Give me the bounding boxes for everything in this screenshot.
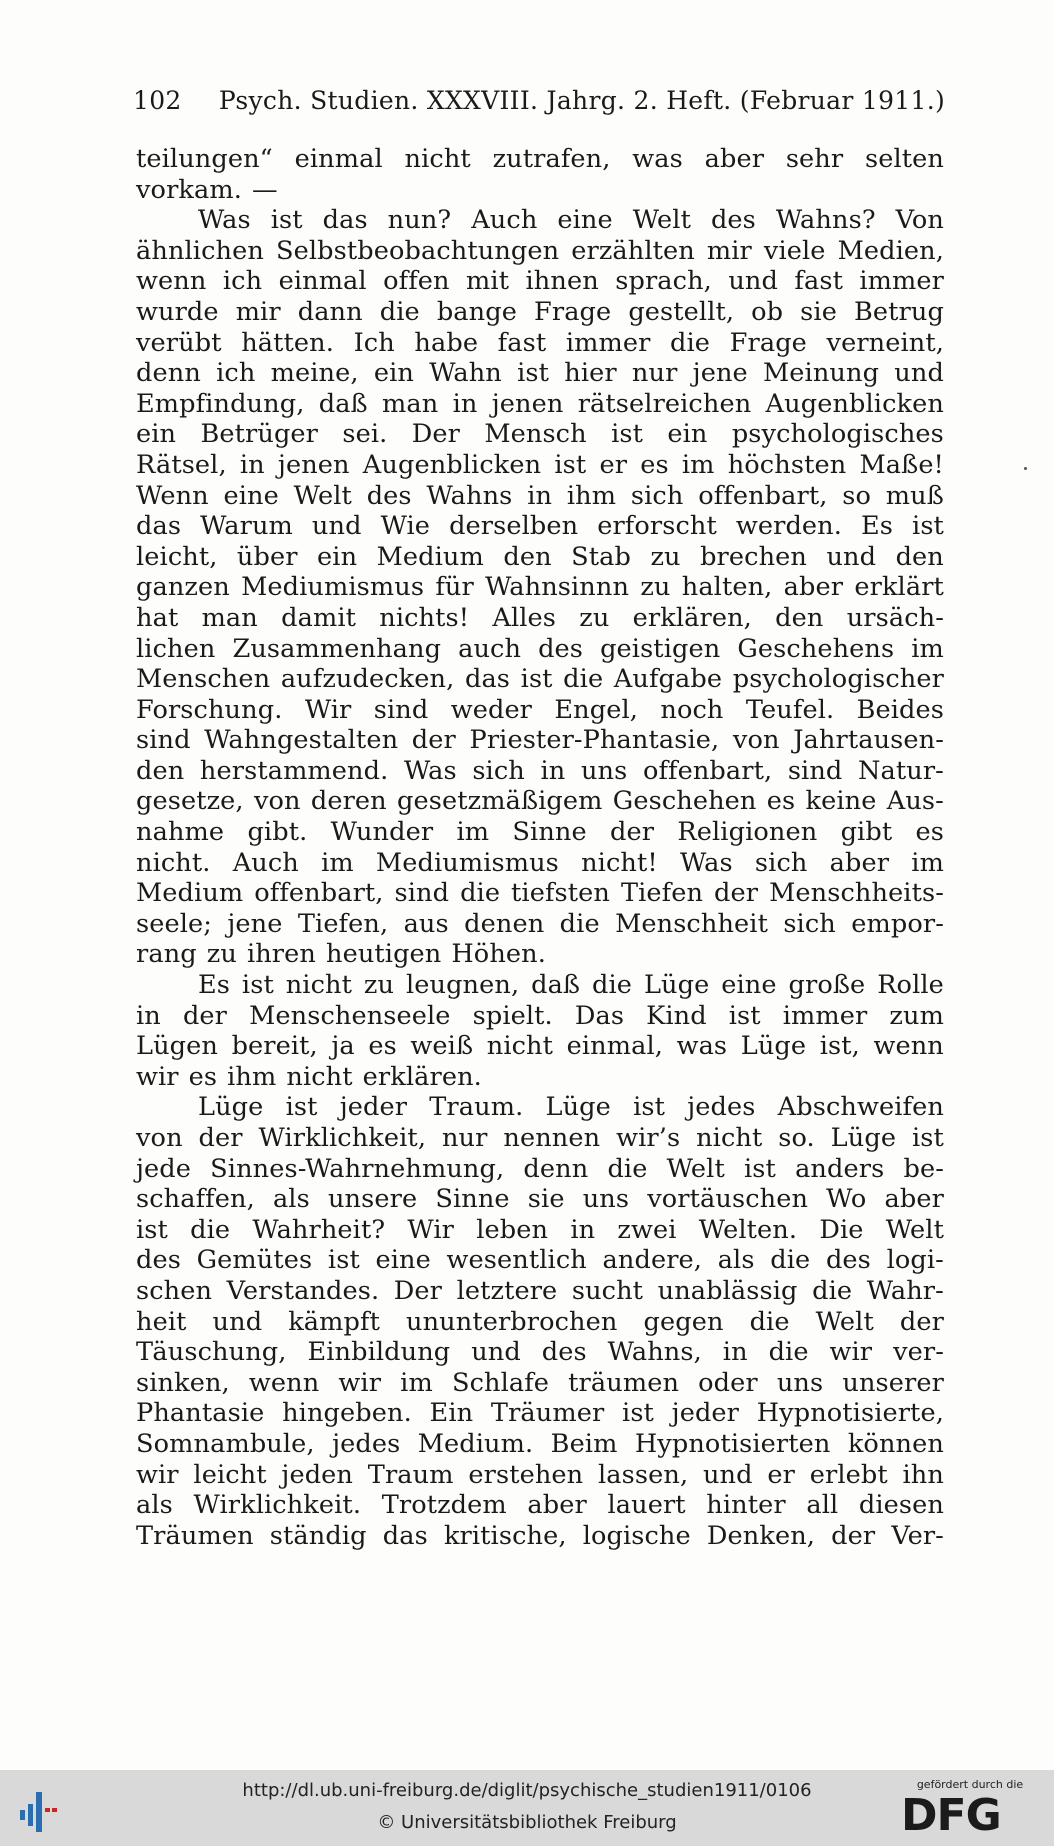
text-line: schen Verstandes. Der letztere sucht unablässig die Wahr- xyxy=(136,1275,944,1306)
text-line: sind Wahngestalten der Priester-Phantasie, von Jahrtausen- xyxy=(136,725,944,756)
viewer-footer xyxy=(0,1770,1054,1846)
text-line: wir es ihm nicht erklären. xyxy=(136,1061,482,1092)
text-line: in der Menschenseele spielt. Das Kind ist immer zum xyxy=(136,1000,944,1031)
dfg-logo-text: DFG xyxy=(901,1790,1001,1841)
text-line: verübt hätten. Ich habe fast immer die Frage verneint, xyxy=(136,327,944,358)
text-line: Phantasie hingeben. Ein Träumer ist jeder Hypnotisierte, xyxy=(136,1398,944,1429)
text-line: das Warum und Wie derselben erforscht werden. Es ist xyxy=(136,511,944,542)
text-line: Menschen aufzudecken, das ist die Aufgabe psychologischer xyxy=(136,664,944,695)
text-line: vorkam. — xyxy=(136,174,278,205)
text-line: als Wirklichkeit. Trotzdem aber lauert hinter all diesen xyxy=(136,1490,944,1521)
text-line: wir leicht jeden Traum erstehen lassen, und er erlebt ihn xyxy=(136,1459,944,1490)
text-line: des Gemütes ist eine wesentlich andere, als die des logi- xyxy=(136,1245,944,1276)
text-line: wenn ich einmal offen mit ihnen sprach, und fast immer xyxy=(136,266,944,297)
text-line: lichen Zusammenhang auch des geistigen Geschehens im xyxy=(136,633,944,664)
text-line: denn ich meine, ein Wahn ist hier nur jene Meinung und xyxy=(136,358,944,389)
text-line: Rätsel, in jenen Augenblicken ist er es im höchsten Maße! xyxy=(136,449,944,480)
text-line: heit und kämpft ununterbrochen gegen die Welt der xyxy=(136,1306,944,1337)
text-line: nahme gibt. Wunder im Sinne der Religionen gibt es xyxy=(136,817,944,848)
text-line: den herstammend. Was sich in uns offenbart, sind Natur- xyxy=(136,755,944,786)
text-line: Was ist das nun? Auch eine Welt des Wahns? Von xyxy=(198,205,944,236)
text-line: Somnambule, jedes Medium. Beim Hypnotisierten können xyxy=(136,1428,944,1459)
text-line: Es ist nicht zu leugnen, daß die Lüge eine große Rolle xyxy=(198,970,944,1001)
running-header xyxy=(133,86,945,115)
dfg-caption: gefördert durch die xyxy=(916,1778,1024,1791)
document-url[interactable]: http://dl.ub.uni-freiburg.de/diglit/psychische_studien1911/0106 xyxy=(242,1780,812,1801)
text-line: Lügen bereit, ja es weiß nicht einmal, was Lüge ist, wenn xyxy=(136,1031,944,1062)
copyright-notice: © Universitätsbibliothek Freiburg xyxy=(377,1812,677,1833)
text-line: rang zu ihren heutigen Höhen. xyxy=(136,939,546,970)
text-line: nicht. Auch im Mediumismus nicht! Was sich aber im xyxy=(136,847,944,878)
running-title: Psych. Studien. XXXVIII. Jahrg. 2. Heft. (Februar 1911.) xyxy=(218,86,945,115)
text-line: Empfindung, daß man in jenen rätselreichen Augenblicken xyxy=(136,388,944,419)
text-line: wurde mir dann die bange Frage gestellt, ob sie Betrug xyxy=(136,296,944,327)
text-line: ganzen Mediumismus für Wahnsinnn zu halten, aber erklärt xyxy=(136,572,944,603)
text-line: seele; jene Tiefen, aus denen die Menschheit sich empor- xyxy=(136,908,944,939)
text-line: sinken, wenn wir im Schlafe träumen oder uns unserer xyxy=(136,1367,944,1398)
text-line: Forschung. Wir sind weder Engel, noch Teufel. Beides xyxy=(136,694,944,725)
text-line: ist die Wahrheit? Wir leben in zwei Welten. Die Welt xyxy=(136,1214,944,1245)
text-line: leicht, über ein Medium den Stab zu brechen und den xyxy=(136,541,944,572)
text-line: Täuschung, Einbildung und des Wahns, in die wir ver- xyxy=(136,1337,944,1368)
text-line: teilungen“ einmal nicht zutrafen, was aber sehr selten xyxy=(136,144,944,174)
text-line: ähnlichen Selbstbeobachtungen erzählten mir viele Medien, xyxy=(136,235,944,266)
text-line: Medium offenbart, sind die tiefsten Tiefen der Menschheits- xyxy=(136,878,944,909)
text-line: Träumen ständig das kritische, logische Denken, der Ver- xyxy=(136,1520,944,1551)
text-line: von der Wirklichkeit, nur nennen wir’s nicht so. Lüge ist xyxy=(136,1123,944,1153)
text-line: schaffen, als unsere Sinne sie uns vortäuschen Wo aber xyxy=(136,1184,944,1215)
text-line: Lüge ist jeder Traum. Lüge ist jedes Abschweifen xyxy=(198,1092,944,1123)
text-line: ein Betrüger sei. Der Mensch ist ein psychologisches xyxy=(136,419,944,450)
margin-mark xyxy=(1024,467,1027,470)
dfg-logo xyxy=(895,1774,1045,1844)
body-text xyxy=(136,144,944,1551)
text-line: hat man damit nichts! Alles zu erklären, den ursäch- xyxy=(136,602,944,633)
text-line: jede Sinnes-Wahrnehmung, denn die Welt ist anders be- xyxy=(136,1153,944,1184)
text-line: Wenn eine Welt des Wahns in ihm sich offenbart, so muß xyxy=(136,480,944,511)
page-number: 102 xyxy=(133,86,182,115)
text-line: gesetze, von deren gesetzmäßigem Geschehen es keine Aus- xyxy=(136,786,944,817)
